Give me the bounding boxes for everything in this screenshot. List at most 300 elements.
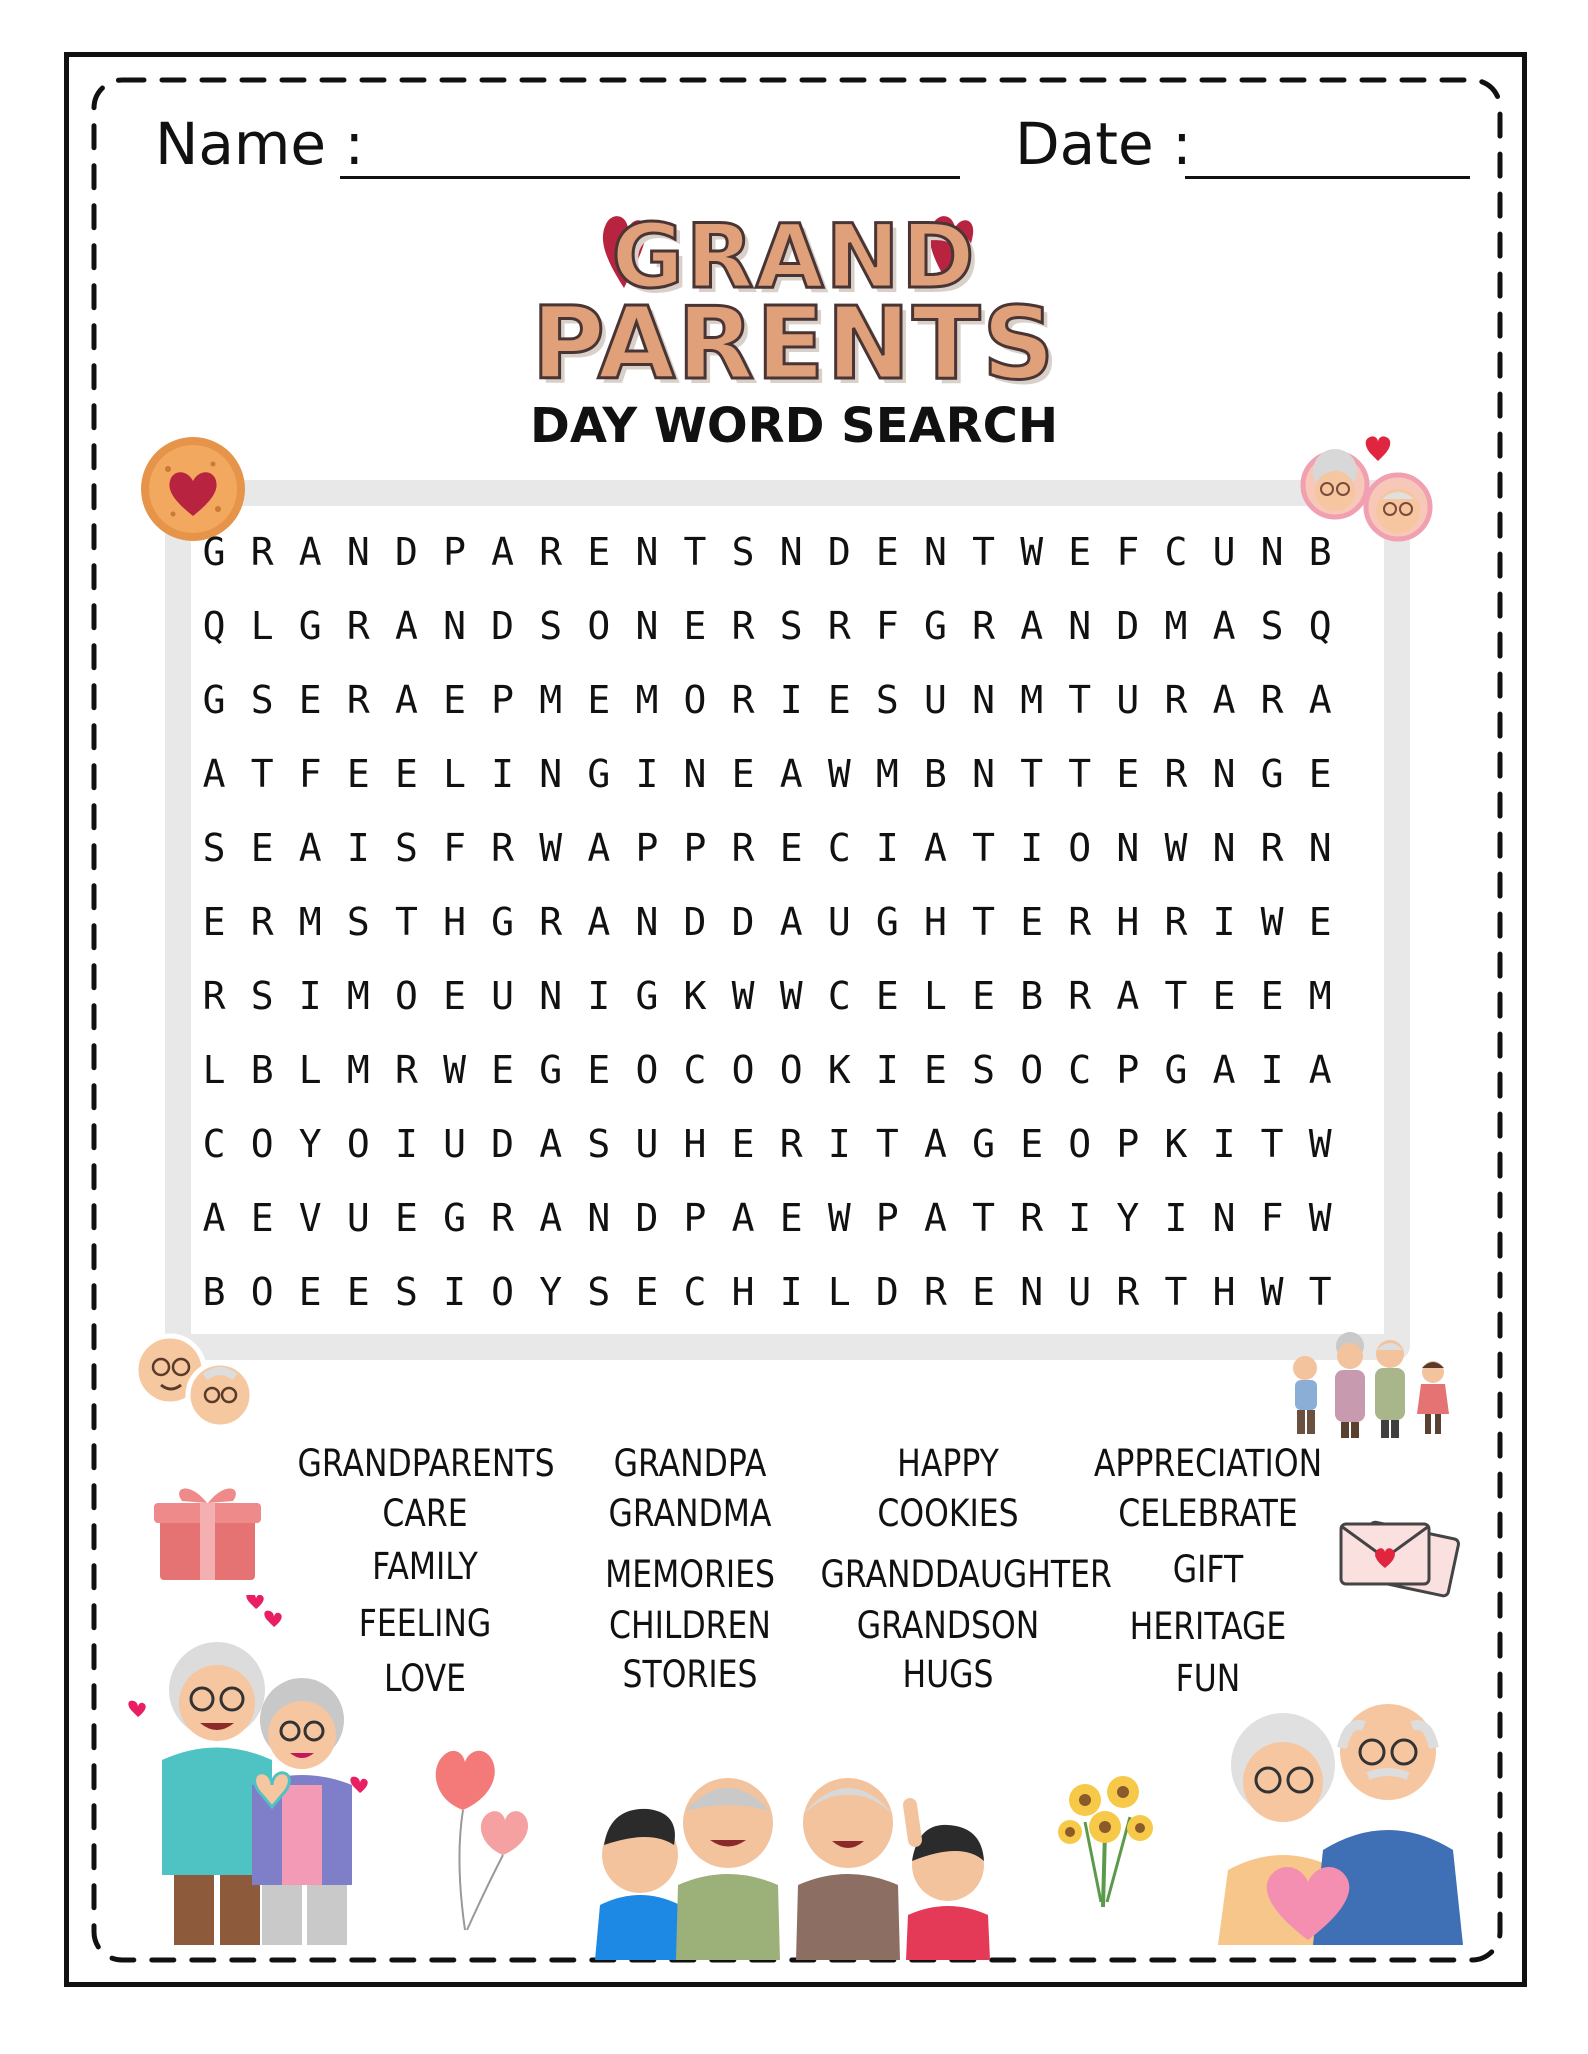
grid-letter[interactable]: D (683, 900, 707, 944)
word-appreciation: APPRECIATION (1093, 1442, 1323, 1485)
grid-letter[interactable]: O (1068, 826, 1092, 870)
grid-letter[interactable]: M (1164, 604, 1188, 648)
grid-letter[interactable]: I (346, 826, 370, 870)
grid-letter[interactable]: N (635, 530, 659, 574)
grid-letter[interactable]: D (1116, 604, 1140, 648)
grid-letter[interactable]: H (731, 1270, 755, 1314)
grid-letter[interactable]: T (1068, 752, 1092, 796)
grid-letter[interactable]: N (1212, 1196, 1236, 1240)
word-family: FAMILY (372, 1545, 478, 1588)
grid-letter[interactable]: E (1116, 752, 1140, 796)
grid-letter[interactable]: A (202, 1196, 226, 1240)
word-happy: HAPPY (897, 1442, 999, 1485)
grid-letter[interactable]: I (394, 1122, 418, 1166)
word-grandparents: GRANDPARENTS (297, 1442, 555, 1485)
grid-letter[interactable]: W (827, 1196, 851, 1240)
grid-letter[interactable]: S (731, 530, 755, 574)
grid-letter[interactable]: S (202, 826, 226, 870)
grid-letter[interactable]: I (635, 752, 659, 796)
grid-letter[interactable]: W (1260, 900, 1284, 944)
grid-letter[interactable]: A (1020, 604, 1044, 648)
grid-letter[interactable]: S (539, 604, 563, 648)
grid-letter[interactable]: L (827, 1270, 851, 1314)
grid-letter[interactable]: R (827, 604, 851, 648)
grid-letter[interactable]: W (779, 974, 803, 1018)
grid-letter[interactable]: E (394, 752, 418, 796)
grid-letter[interactable]: P (683, 1196, 707, 1240)
grid-letter[interactable]: A (298, 530, 322, 574)
grid-letter[interactable]: N (1212, 826, 1236, 870)
grid-letter[interactable]: E (1212, 974, 1236, 1018)
title-grand: GRAND (611, 205, 977, 308)
grid-letter[interactable]: G (202, 678, 226, 722)
grid-letter[interactable]: D (394, 530, 418, 574)
grid-letter[interactable]: H (1212, 1270, 1236, 1314)
grid-letter[interactable]: M (1020, 678, 1044, 722)
grid-letter[interactable]: R (731, 678, 755, 722)
grid-letter[interactable]: E (683, 604, 707, 648)
grid-letter[interactable]: W (1020, 530, 1044, 574)
cookie-heart-icon (138, 434, 248, 544)
grid-letter[interactable]: I (1212, 900, 1236, 944)
grid-letter[interactable]: A (298, 826, 322, 870)
grid-letter[interactable]: E (1020, 900, 1044, 944)
grid-letter[interactable]: S (250, 974, 274, 1018)
grid-letter[interactable]: R (250, 900, 274, 944)
grid-letter[interactable]: E (779, 826, 803, 870)
grid-letter[interactable]: N (972, 752, 995, 796)
grid-letter[interactable]: A (731, 1196, 755, 1240)
grid-letter[interactable]: R (779, 1122, 803, 1166)
grid-letter[interactable]: U (827, 900, 851, 944)
grid-letter[interactable]: E (298, 678, 322, 722)
grid-letter[interactable]: A (924, 1122, 947, 1166)
grid-letter[interactable]: W (1260, 1270, 1284, 1314)
grid-letter[interactable]: G (491, 900, 515, 944)
grid-letter[interactable]: B (924, 752, 947, 796)
grid-letter[interactable]: N (1212, 752, 1236, 796)
grid-letter[interactable]: T (875, 1122, 899, 1166)
grid-letter[interactable]: D (827, 530, 851, 574)
grid-letter[interactable]: S (587, 1122, 611, 1166)
grid-letter[interactable]: R (731, 826, 755, 870)
grid-letter[interactable]: O (731, 1048, 755, 1092)
grid-letter[interactable]: P (875, 1196, 899, 1240)
grid-letter[interactable]: N (1308, 826, 1332, 870)
grid-letter[interactable]: E (1260, 974, 1284, 1018)
grid-letter[interactable]: U (635, 1122, 659, 1166)
word-grandma: GRANDMA (608, 1492, 772, 1535)
grid-letter[interactable]: S (346, 900, 370, 944)
grid-letter[interactable]: I (779, 678, 803, 722)
grid-letter[interactable]: K (683, 974, 707, 1018)
grid-letter[interactable]: B (202, 1270, 226, 1314)
grid-letter[interactable]: M (298, 900, 322, 944)
grid-letter[interactable]: E (394, 1196, 418, 1240)
grid-letter[interactable]: E (587, 1048, 611, 1092)
grid-letter[interactable]: I (298, 974, 322, 1018)
gift-box-icon (150, 1475, 265, 1585)
grid-letter[interactable]: F (875, 604, 899, 648)
grid-letter[interactable]: R (1164, 752, 1188, 796)
grid-letter[interactable]: S (394, 826, 418, 870)
grid-letter[interactable]: I (491, 752, 515, 796)
grid-letter[interactable]: P (635, 826, 659, 870)
grid-letter[interactable]: W (443, 1048, 466, 1092)
grid-letter[interactable]: N (587, 1196, 611, 1240)
grid-letter[interactable]: E (346, 1270, 370, 1314)
grid-letter[interactable]: W (827, 752, 851, 796)
grid-letter[interactable]: O (250, 1270, 274, 1314)
grid-letter[interactable]: E (443, 974, 466, 1018)
grid-letter[interactable]: G (587, 752, 611, 796)
grid-letter[interactable]: Y (298, 1122, 322, 1166)
grid-letter[interactable]: C (202, 1122, 226, 1166)
grid-letter[interactable]: A (924, 1196, 947, 1240)
grid-letter[interactable]: C (827, 974, 851, 1018)
grid-letter[interactable]: T (972, 826, 995, 870)
grid-letter[interactable]: R (250, 530, 274, 574)
grid-letter[interactable]: A (779, 752, 803, 796)
grid-letter[interactable]: V (298, 1196, 322, 1240)
grid-letter[interactable]: Q (1308, 604, 1332, 648)
grid-letter[interactable]: O (683, 678, 707, 722)
page-subtitle: DAY WORD SEARCH (530, 398, 1058, 454)
grid-letter[interactable]: R (539, 900, 563, 944)
grid-row-5 (190, 826, 1344, 886)
grid-row-10 (190, 1196, 1344, 1256)
grid-letter[interactable]: G (875, 900, 899, 944)
grid-letter[interactable]: Q (202, 604, 226, 648)
grid-letter[interactable]: I (875, 1048, 899, 1092)
grid-letter[interactable]: R (394, 1048, 418, 1092)
grid-letter[interactable]: S (875, 678, 899, 722)
grid-letter[interactable]: I (443, 1270, 466, 1314)
grid-letter[interactable]: U (924, 678, 947, 722)
grid-letter[interactable]: E (1020, 1122, 1044, 1166)
grid-letter[interactable]: I (827, 1122, 851, 1166)
grid-letter[interactable]: G (539, 1048, 563, 1092)
grid-letter[interactable]: T (1068, 678, 1092, 722)
family-illustration (570, 1745, 1010, 1960)
grid-letter[interactable]: M (875, 752, 899, 796)
grid-letter[interactable]: I (587, 974, 611, 1018)
grid-letter[interactable]: A (491, 530, 515, 574)
grid-letter[interactable]: A (1308, 1048, 1332, 1092)
grid-letter[interactable]: R (202, 974, 226, 1018)
grid-letter[interactable]: S (250, 678, 274, 722)
grid-letter[interactable]: E (731, 1122, 755, 1166)
grid-letter[interactable]: I (1212, 1122, 1236, 1166)
date-line[interactable] (1185, 176, 1470, 179)
grid-letter[interactable]: B (1308, 530, 1332, 574)
grid-letter[interactable]: C (1164, 530, 1188, 574)
grid-row-9 (190, 1122, 1344, 1182)
grid-letter[interactable]: R (1068, 974, 1092, 1018)
grid-letter[interactable]: R (1164, 678, 1188, 722)
grid-letter[interactable]: O (1068, 1122, 1092, 1166)
grid-letter[interactable]: R (491, 826, 515, 870)
grid-letter[interactable]: A (924, 826, 947, 870)
grid-letter[interactable]: H (924, 900, 947, 944)
grandparents-faces-icon (1290, 435, 1440, 545)
grid-letter[interactable]: I (1068, 1196, 1092, 1240)
grid-letter[interactable]: A (394, 604, 418, 648)
grid-letter[interactable]: T (1164, 1270, 1188, 1314)
grid-row-11 (190, 1270, 1344, 1330)
grid-letter[interactable]: E (1068, 530, 1092, 574)
grid-letter[interactable]: D (635, 1196, 659, 1240)
grid-letter[interactable]: E (972, 1270, 995, 1314)
grid-letter[interactable]: A (1212, 678, 1236, 722)
grid-letter[interactable]: S (394, 1270, 418, 1314)
grid-letter[interactable]: R (972, 604, 995, 648)
grid-letter[interactable]: E (779, 1196, 803, 1240)
grid-letter[interactable]: U (346, 1196, 370, 1240)
grandparents-holding-heart-illustration (1198, 1690, 1473, 1945)
grid-letter[interactable]: N (635, 900, 659, 944)
grid-letter[interactable]: N (346, 530, 370, 574)
grid-letter[interactable]: R (731, 604, 755, 648)
grid-letter[interactable]: L (250, 604, 274, 648)
flower-bouquet-icon (1045, 1752, 1165, 1912)
grid-letter[interactable]: E (587, 678, 611, 722)
word-feeling: FEELING (358, 1602, 492, 1645)
grid-letter[interactable]: G (202, 530, 226, 574)
grid-letter[interactable]: M (635, 678, 659, 722)
grid-letter[interactable]: T (1308, 1270, 1332, 1314)
grid-letter[interactable]: F (1116, 530, 1140, 574)
grid-letter[interactable]: E (875, 974, 899, 1018)
grid-letter[interactable]: U (1212, 530, 1236, 574)
grid-letter[interactable]: D (491, 604, 515, 648)
grid-letter[interactable]: P (491, 678, 515, 722)
grid-letter[interactable]: A (394, 678, 418, 722)
grid-letter[interactable]: G (298, 604, 322, 648)
grid-letter[interactable]: G (1164, 1048, 1188, 1092)
grid-letter[interactable]: T (250, 752, 274, 796)
grid-letter[interactable]: M (539, 678, 563, 722)
grid-letter[interactable]: K (827, 1048, 851, 1092)
grid-letter[interactable]: U (1068, 1270, 1092, 1314)
grid-letter[interactable]: R (924, 1270, 947, 1314)
grid-letter[interactable]: T (1260, 1122, 1284, 1166)
grid-letter[interactable]: R (1164, 900, 1188, 944)
grid-letter[interactable]: N (683, 752, 707, 796)
grid-letter[interactable]: A (779, 900, 803, 944)
grid-letter[interactable]: A (539, 1196, 563, 1240)
grid-letter[interactable]: O (587, 604, 611, 648)
grid-letter[interactable]: R (1116, 1270, 1140, 1314)
word-granddaughter: GRANDDAUGHTER (820, 1553, 1112, 1596)
grid-letter[interactable]: E (202, 900, 226, 944)
word-celebrate: CELEBRATE (1118, 1492, 1298, 1535)
grid-letter[interactable]: Y (1116, 1196, 1140, 1240)
grid-letter[interactable]: P (1116, 1122, 1140, 1166)
grid-letter[interactable]: O (1020, 1048, 1044, 1092)
grid-letter[interactable]: D (875, 1270, 899, 1314)
grid-letter[interactable]: W (1308, 1196, 1332, 1240)
grid-letter[interactable]: T (1164, 974, 1188, 1018)
grid-letter[interactable]: E (250, 826, 274, 870)
grid-letter[interactable]: C (827, 826, 851, 870)
grid-letter[interactable]: H (1116, 900, 1140, 944)
grid-letter[interactable]: R (491, 1196, 515, 1240)
grid-letter[interactable]: N (443, 604, 466, 648)
grid-letter[interactable]: S (587, 1270, 611, 1314)
grid-letter[interactable]: A (202, 752, 226, 796)
grid-letter[interactable]: N (539, 752, 563, 796)
word-care: CARE (382, 1492, 468, 1535)
grid-letter[interactable]: L (298, 1048, 322, 1092)
grid-letter[interactable]: I (875, 826, 899, 870)
grid-letter[interactable]: E (587, 530, 611, 574)
grid-row-8 (190, 1048, 1344, 1108)
grid-letter[interactable]: T (972, 900, 995, 944)
grid-letter[interactable]: O (250, 1122, 274, 1166)
grid-letter[interactable]: N (1116, 826, 1140, 870)
grid-letter[interactable]: L (924, 974, 947, 1018)
grid-letter[interactable]: E (443, 678, 466, 722)
grid-letter[interactable]: F (443, 826, 466, 870)
grid-letter[interactable]: R (539, 530, 563, 574)
grid-letter[interactable]: W (539, 826, 563, 870)
grid-letter[interactable]: E (924, 1048, 947, 1092)
grid-letter[interactable]: N (1020, 1270, 1044, 1314)
balloons-icon (425, 1740, 535, 1940)
grid-letter[interactable]: F (298, 752, 322, 796)
grid-letter[interactable]: H (683, 1122, 707, 1166)
grid-letter[interactable]: E (1308, 752, 1332, 796)
grid-letter[interactable]: L (202, 1048, 226, 1092)
grid-letter[interactable]: P (683, 826, 707, 870)
grid-letter[interactable]: F (1260, 1196, 1284, 1240)
grid-letter[interactable]: M (346, 1048, 370, 1092)
grid-letter[interactable]: E (635, 1270, 659, 1314)
grid-letter[interactable]: R (1068, 900, 1092, 944)
name-line[interactable] (340, 176, 960, 179)
word-memories: MEMORIES (605, 1553, 775, 1596)
grid-row-3 (190, 678, 1344, 738)
grid-row-1 (190, 530, 1344, 590)
grid-letter[interactable]: R (346, 678, 370, 722)
grid-letter[interactable]: E (346, 752, 370, 796)
grid-letter[interactable]: N (539, 974, 563, 1018)
grid-letter[interactable]: S (972, 1048, 995, 1092)
grid-letter[interactable]: A (539, 1122, 563, 1166)
grid-letter[interactable]: D (491, 1122, 515, 1166)
grid-letter[interactable]: C (683, 1270, 707, 1314)
grid-letter[interactable]: E (1308, 900, 1332, 944)
grid-letter[interactable]: R (1020, 1196, 1044, 1240)
grid-letter[interactable]: S (1260, 604, 1284, 648)
grid-letter[interactable]: N (635, 604, 659, 648)
grid-letter[interactable]: E (298, 1270, 322, 1314)
grid-letter[interactable]: T (972, 530, 995, 574)
grid-letter[interactable]: O (779, 1048, 803, 1092)
grid-letter[interactable]: E (875, 530, 899, 574)
grid-letter[interactable]: B (1020, 974, 1044, 1018)
grid-letter[interactable]: M (346, 974, 370, 1018)
grid-letter[interactable]: E (731, 752, 755, 796)
grid-letter[interactable]: T (683, 530, 707, 574)
grid-letter[interactable]: W (731, 974, 755, 1018)
grid-letter[interactable]: O (635, 1048, 659, 1092)
grid-letter[interactable]: O (491, 1270, 515, 1314)
word-love: LOVE (384, 1657, 466, 1700)
word-grandson: GRANDSON (856, 1604, 1040, 1647)
grid-letter[interactable]: N (779, 530, 803, 574)
grid-letter[interactable]: G (635, 974, 659, 1018)
grid-letter[interactable]: A (1212, 1048, 1236, 1092)
grid-letter[interactable]: G (972, 1122, 995, 1166)
grid-letter[interactable]: A (587, 900, 611, 944)
grid-letter[interactable]: M (1308, 974, 1332, 1018)
grid-letter[interactable]: H (443, 900, 466, 944)
grid-letter[interactable]: N (924, 530, 947, 574)
grid-letter[interactable]: R (1260, 826, 1284, 870)
grid-letter[interactable]: B (250, 1048, 274, 1092)
grid-letter[interactable]: I (1164, 1196, 1188, 1240)
grid-row-4 (190, 752, 1344, 812)
grid-letter[interactable]: A (1308, 678, 1332, 722)
envelope-heart-icon (1335, 1510, 1465, 1600)
grid-letter[interactable]: E (250, 1196, 274, 1240)
grid-letter[interactable]: K (1164, 1122, 1188, 1166)
grid-letter[interactable]: W (1164, 826, 1188, 870)
grid-letter[interactable]: W (1308, 1122, 1332, 1166)
grid-letter[interactable]: P (1116, 1048, 1140, 1092)
grid-letter[interactable]: A (1116, 974, 1140, 1018)
grid-letter[interactable]: U (443, 1122, 466, 1166)
grid-letter[interactable]: C (1068, 1048, 1092, 1092)
grid-letter[interactable]: R (1260, 678, 1284, 722)
word-heritage: HERITAGE (1129, 1605, 1287, 1648)
grid-letter[interactable]: A (587, 826, 611, 870)
grid-letter[interactable]: N (1260, 530, 1284, 574)
grid-letter[interactable]: G (443, 1196, 466, 1240)
grid-letter[interactable]: U (1116, 678, 1140, 722)
grid-letter[interactable]: T (394, 900, 418, 944)
grid-letter[interactable]: I (1020, 826, 1044, 870)
grid-letter[interactable]: P (443, 530, 466, 574)
grid-letter[interactable]: O (346, 1122, 370, 1166)
word-hugs: HUGS (902, 1653, 994, 1696)
grid-letter[interactable]: D (731, 900, 755, 944)
grid-letter[interactable]: R (346, 604, 370, 648)
grid-letter[interactable]: E (491, 1048, 515, 1092)
grid-letter[interactable]: C (683, 1048, 707, 1092)
grid-letter[interactable]: O (394, 974, 418, 1018)
grid-letter[interactable]: T (1020, 752, 1044, 796)
grid-letter[interactable]: L (443, 752, 466, 796)
grid-letter[interactable]: G (924, 604, 947, 648)
grid-letter[interactable]: E (827, 678, 851, 722)
word-cookies: COOKIES (877, 1492, 1019, 1535)
grid-letter[interactable]: N (1068, 604, 1092, 648)
grid-letter[interactable]: I (1260, 1048, 1284, 1092)
word-children: CHILDREN (609, 1604, 771, 1647)
grid-letter[interactable]: E (972, 974, 995, 1018)
grid-letter[interactable]: U (491, 974, 515, 1018)
grid-letter[interactable]: I (779, 1270, 803, 1314)
grid-letter[interactable]: A (1212, 604, 1236, 648)
grid-letter[interactable]: G (1260, 752, 1284, 796)
grid-letter[interactable]: N (972, 678, 995, 722)
grid-letter[interactable]: S (779, 604, 803, 648)
grid-letter[interactable]: T (972, 1196, 995, 1240)
grid-letter[interactable]: Y (539, 1270, 563, 1314)
